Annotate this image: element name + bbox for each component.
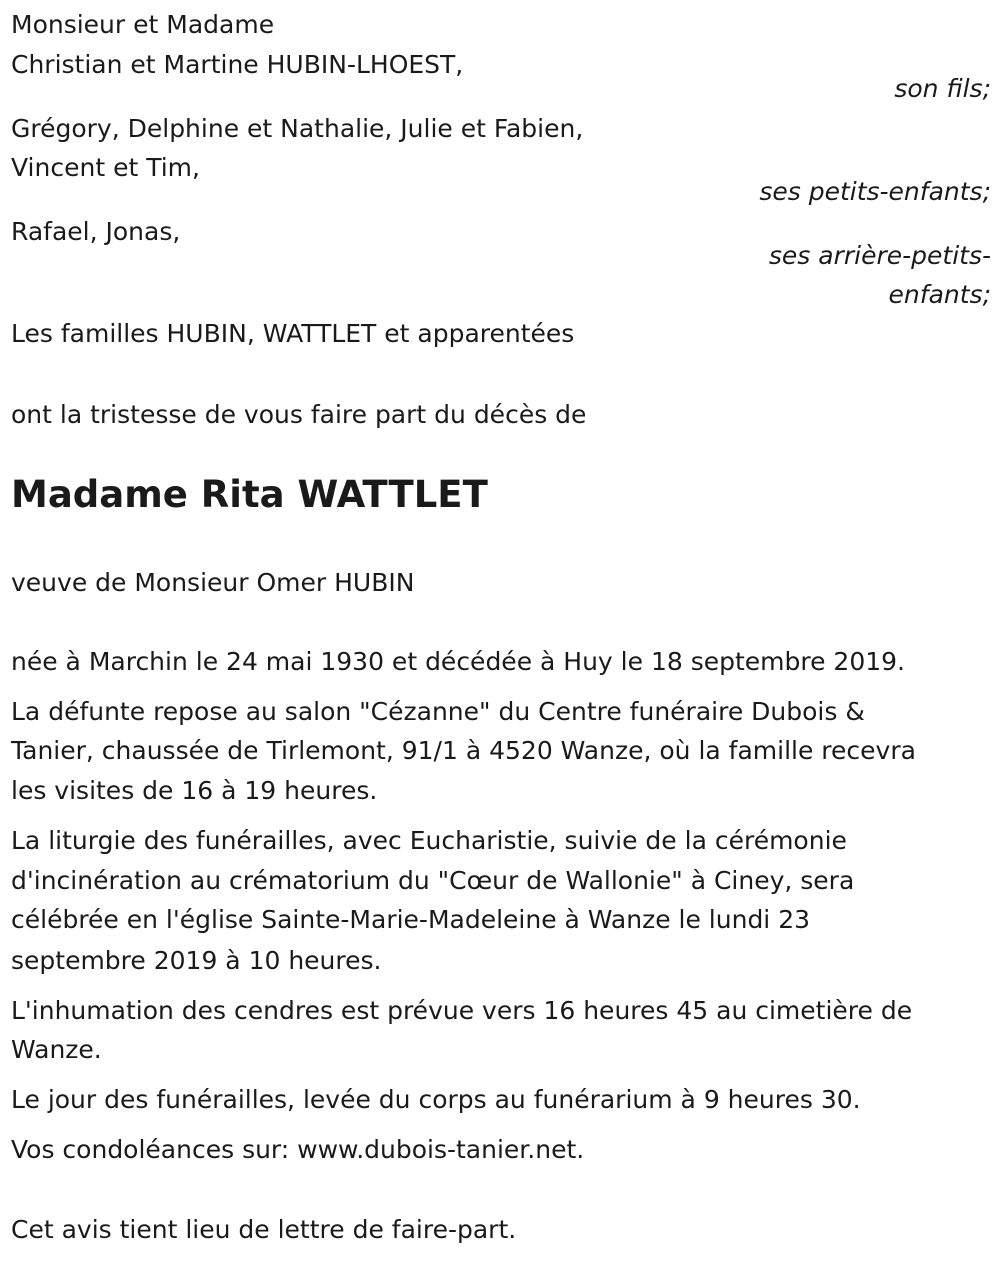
- condolences: Vos condoléances sur: www.dubois-tanier.net.: [11, 1135, 585, 1164]
- grandchildren-line-2: Vincent et Tim,: [11, 153, 200, 182]
- great-grandchildren-line: Rafael, Jonas,: [11, 217, 181, 246]
- removal: Le jour des funérailles, levée du corps au funérarium à 9 heures 30.: [11, 1085, 861, 1114]
- repose-line-2: Tanier, chaussée de Tirlemont, 91/1 à 4520 Wanze, où la famille recevra: [11, 736, 916, 765]
- death-notice: [11, 0, 991, 1265]
- inhumation-line-2: Wanze.: [11, 1035, 102, 1064]
- liturgy-line-4: septembre 2019 à 10 heures.: [11, 946, 382, 975]
- inhumation-line-1: L'inhumation des cendres est prévue vers 16 heures 45 au cimetière de: [11, 996, 913, 1025]
- liturgy-line-2: d'incinération au crématorium du "Cœur de Wallonie" à Ciney, sera: [11, 866, 855, 895]
- deceased-name: Madame Rita WATTLET: [11, 473, 488, 516]
- footer-note: Cet avis tient lieu de lettre de faire-part.: [11, 1215, 517, 1244]
- announcement: ont la tristesse de vous faire part du décès de: [11, 400, 587, 429]
- son-line-1: Monsieur et Madame: [11, 10, 275, 39]
- grandchildren-line-1: Grégory, Delphine et Nathalie, Julie et Fabien,: [11, 114, 584, 143]
- relation-grandchildren: ses petits-enfants;: [759, 177, 991, 206]
- son-line-2: Christian et Martine HUBIN-LHOEST,: [11, 50, 464, 79]
- relation-great-grandchildren-1: ses arrière-petits-: [768, 241, 991, 270]
- relation-son: son fils;: [894, 74, 991, 103]
- repose-line-1: La défunte repose au salon "Cézanne" du Centre funéraire Dubois &: [11, 697, 865, 726]
- relation-great-grandchildren-2: enfants;: [888, 280, 991, 309]
- liturgy-line-3: célébrée en l'église Sainte-Marie-Madeleine à Wanze le lundi 23: [11, 905, 811, 934]
- families-line: Les familles HUBIN, WATTLET et apparentées: [11, 319, 575, 348]
- repose-line-3: les visites de 16 à 19 heures.: [11, 776, 378, 805]
- widow-of: veuve de Monsieur Omer HUBIN: [11, 568, 415, 597]
- liturgy-line-1: La liturgie des funérailles, avec Eucharistie, suivie de la cérémonie: [11, 826, 847, 855]
- birth-death: née à Marchin le 24 mai 1930 et décédée à Huy le 18 septembre 2019.: [11, 647, 906, 676]
